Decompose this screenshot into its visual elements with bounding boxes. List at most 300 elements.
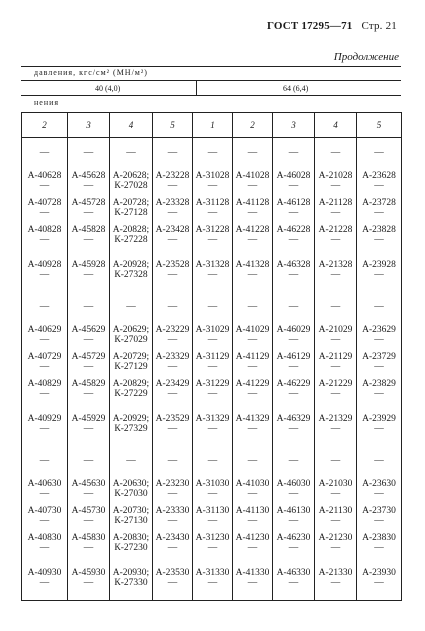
table-cell (273, 248, 315, 292)
dash-mark: — (207, 361, 218, 372)
designation-code: А-40929 (27, 414, 62, 424)
dash-mark: — (39, 234, 50, 245)
dash-mark: — (330, 180, 341, 191)
dash-mark: — (207, 234, 218, 245)
table-cell (110, 248, 153, 292)
designation-code: А-21229 (318, 378, 353, 389)
dash-mark: — (247, 361, 258, 372)
table-cell (357, 167, 402, 194)
dash-mark: — (39, 515, 50, 526)
dash-mark: — (374, 361, 384, 372)
table-row (22, 348, 402, 375)
designation-code: К-27129 (114, 361, 148, 372)
designation-code: А-46229 (276, 378, 311, 389)
designation-code: А-20829; (112, 378, 150, 389)
table-cell (233, 402, 273, 446)
table-cell (68, 248, 110, 292)
dash-mark: — (83, 578, 94, 588)
table-cell (273, 556, 315, 601)
column-header: 2 (22, 113, 68, 138)
designation-code: А-31229 (195, 378, 230, 389)
table-cell (22, 348, 68, 375)
designation-code: А-21028 (318, 170, 353, 181)
designation-code: А-23729 (362, 351, 396, 362)
designation-code: А-31230 (195, 532, 230, 543)
table-cell (233, 138, 273, 168)
dash-mark: — (126, 455, 136, 466)
table-cell (68, 402, 110, 446)
table-row (22, 402, 402, 446)
designation-code: А-20828; (112, 224, 150, 235)
dash-mark: — (330, 515, 341, 526)
dash-mark: — (247, 147, 258, 158)
dash-mark: — (288, 301, 299, 312)
dash-mark: — (126, 147, 136, 158)
designation-code: А-40828 (27, 224, 62, 235)
dash-mark: — (207, 147, 218, 158)
table-cell (193, 248, 233, 292)
table-cell (273, 529, 315, 556)
table-cell (110, 475, 153, 502)
table-cell (315, 167, 357, 194)
designation-code: А-45728 (71, 197, 106, 208)
table-cell (357, 138, 402, 168)
table-cell (273, 321, 315, 348)
table-cell (357, 321, 402, 348)
dash-mark: — (247, 388, 258, 399)
designation-code: А-21128 (318, 197, 353, 208)
dash-mark: — (167, 488, 178, 499)
designation-code: А-21030 (318, 478, 353, 489)
dash-mark: — (247, 424, 258, 434)
table-cell (357, 529, 402, 556)
dash-mark: — (83, 234, 94, 245)
designation-code: К-27030 (114, 488, 148, 499)
dash-mark: — (207, 578, 218, 588)
table-cell (233, 292, 273, 321)
table-cell (357, 375, 402, 402)
dash-mark: — (39, 455, 50, 466)
designation-code: А-31328 (195, 260, 230, 270)
dash-mark: — (39, 488, 50, 499)
designation-code: А-41128 (235, 197, 270, 208)
dash-mark: — (167, 424, 178, 434)
table-cell (110, 446, 153, 475)
designation-code: А-45829 (71, 378, 106, 389)
table-cell (233, 529, 273, 556)
dash-mark: — (330, 578, 341, 588)
table-cell (315, 556, 357, 601)
dash-mark: — (374, 488, 384, 499)
table-cell (68, 556, 110, 601)
designation-code: А-41228 (235, 224, 270, 235)
dash-mark: — (374, 234, 384, 245)
designation-code: А-31030 (195, 478, 230, 489)
page-header (267, 20, 397, 32)
table-cell (273, 446, 315, 475)
table-cell (22, 402, 68, 446)
designation-code: А-20830; (112, 532, 150, 543)
designation-code: А-23628 (362, 170, 396, 181)
table-cell (273, 167, 315, 194)
pressure-group-2: 64 (6,4) (283, 84, 309, 93)
dash-mark: — (374, 455, 384, 466)
designation-code: А-23728 (362, 197, 396, 208)
column-header-row (22, 113, 402, 138)
table-cell (193, 529, 233, 556)
table-cell (233, 348, 273, 375)
dash-mark: — (207, 270, 218, 280)
table-row (22, 194, 402, 221)
table-cell (273, 221, 315, 248)
table-cell (68, 475, 110, 502)
table-cell (110, 194, 153, 221)
designation-code: А-46330 (276, 568, 311, 578)
dash-mark: — (247, 488, 258, 499)
designation-code: А-41129 (235, 351, 270, 362)
dash-mark: — (83, 515, 94, 526)
dash-mark: — (330, 542, 341, 553)
column-header: 1 (193, 113, 233, 138)
dash-mark: — (247, 270, 258, 280)
dash-mark: — (330, 334, 341, 345)
pressure-group-1: 40 (4,0) (95, 84, 121, 93)
dash-mark: — (288, 147, 299, 158)
dash-mark: — (83, 207, 94, 218)
table-row (22, 446, 402, 475)
table-cell (22, 292, 68, 321)
table-cell (357, 248, 402, 292)
continuation-label: Продолжение (333, 51, 399, 63)
designation-code: А-45928 (71, 260, 106, 270)
designation-code: А-31128 (195, 197, 230, 208)
pressure-group-divider (196, 81, 197, 95)
dash-mark: — (288, 388, 299, 399)
table-cell (153, 502, 193, 529)
dash-mark: — (247, 515, 258, 526)
table-cell (273, 348, 315, 375)
table-cell (110, 375, 153, 402)
designation-code: А-41029 (235, 324, 270, 335)
table-cell (68, 167, 110, 194)
designation-code: А-40928 (27, 260, 62, 270)
table-cell (273, 375, 315, 402)
table-cell (22, 375, 68, 402)
table-cell (357, 402, 402, 446)
designation-code: А-46328 (276, 260, 311, 270)
table-cell (153, 321, 193, 348)
dash-mark: — (247, 301, 258, 312)
designation-code: К-27228 (114, 234, 148, 245)
designation-code: А-41329 (235, 414, 270, 424)
dash-mark: — (207, 180, 218, 191)
dash-mark: — (167, 301, 178, 312)
designation-code: А-40728 (27, 197, 62, 208)
table-cell (110, 502, 153, 529)
table-cell (153, 446, 193, 475)
designation-code: А-20728; (112, 197, 150, 208)
dash-mark: — (167, 147, 178, 158)
dash-mark: — (374, 542, 384, 553)
designation-code: А-31129 (195, 351, 230, 362)
designation-code: А-45629 (71, 324, 106, 335)
dash-mark: — (374, 147, 384, 158)
table-cell (357, 221, 402, 248)
designation-code: А-31130 (195, 505, 230, 516)
dash-mark: — (374, 388, 384, 399)
table-cell (22, 194, 68, 221)
designation-code: А-40830 (27, 532, 62, 543)
dash-mark: — (83, 455, 94, 466)
dash-mark: — (288, 578, 299, 588)
dash-mark: — (288, 488, 299, 499)
table-cell (315, 221, 357, 248)
dash-mark: — (167, 578, 178, 588)
table-cell (315, 446, 357, 475)
designation-code: А-20730; (112, 505, 150, 516)
table-row (22, 292, 402, 321)
dash-mark: — (83, 147, 94, 158)
designation-code: А-23828 (362, 224, 396, 235)
table-cell (110, 221, 153, 248)
designation-code: К-27130 (114, 515, 148, 526)
dash-mark: — (330, 147, 341, 158)
table-cell (153, 248, 193, 292)
dash-mark: — (330, 207, 341, 218)
designation-code: К-27028 (114, 180, 148, 191)
table-cell (193, 475, 233, 502)
table-cell (153, 375, 193, 402)
pressure-rule (21, 80, 401, 81)
dash-mark: — (167, 207, 178, 218)
table-cell (357, 348, 402, 375)
table-cell (22, 248, 68, 292)
dash-mark: — (288, 180, 299, 191)
dash-mark: — (207, 542, 218, 553)
dash-mark: — (167, 180, 178, 191)
table-cell (153, 138, 193, 168)
designation-code: А-46329 (276, 414, 311, 424)
designation-code: А-45630 (71, 478, 106, 489)
dash-mark: — (167, 361, 178, 372)
table-cell (153, 556, 193, 601)
dash-mark: — (247, 578, 258, 588)
dash-mark: — (374, 424, 384, 434)
table-cell (193, 446, 233, 475)
dash-mark: — (83, 180, 94, 191)
designation-code: А-40629 (27, 324, 62, 335)
table-cell (153, 475, 193, 502)
dash-mark: — (330, 270, 341, 280)
designation-code: А-23630 (362, 478, 396, 489)
column-header: 4 (110, 113, 153, 138)
designation-code: А-41030 (235, 478, 270, 489)
table-cell (22, 221, 68, 248)
dash-mark: — (207, 301, 218, 312)
table-cell (110, 292, 153, 321)
table-cell (22, 502, 68, 529)
table-cell (153, 194, 193, 221)
dash-mark: — (288, 361, 299, 372)
designation-code: А-31029 (195, 324, 230, 335)
designation-code: А-21329 (318, 414, 353, 424)
column-header: 5 (357, 113, 402, 138)
table-cell (193, 194, 233, 221)
designation-code: А-20930; (112, 568, 150, 578)
designation-code: А-20729; (112, 351, 150, 362)
designation-code: А-20629; (112, 324, 150, 335)
table-cell (233, 375, 273, 402)
table-cell (233, 167, 273, 194)
dash-mark: — (288, 455, 299, 466)
table-cell (110, 556, 153, 601)
designation-code: А-23229 (155, 324, 190, 335)
table-cell (273, 402, 315, 446)
table-cell (110, 529, 153, 556)
dash-mark: — (83, 301, 94, 312)
table-cell (193, 556, 233, 601)
table-cell (110, 138, 153, 168)
table-cell (193, 321, 233, 348)
dash-mark: — (374, 270, 384, 280)
designation-code: А-23928 (362, 260, 396, 270)
designation-code: А-20928; (112, 260, 150, 270)
designation-code: А-40829 (27, 378, 62, 389)
designation-code: А-23329 (155, 351, 190, 362)
table-cell (315, 138, 357, 168)
dash-mark: — (83, 388, 94, 399)
table-cell (315, 321, 357, 348)
designation-code: А-31329 (195, 414, 230, 424)
table-cell (357, 292, 402, 321)
table-cell (22, 475, 68, 502)
table-row (22, 138, 402, 168)
dash-mark: — (207, 515, 218, 526)
dash-mark: — (288, 334, 299, 345)
designation-code: А-23228 (155, 170, 190, 181)
column-header: 3 (273, 113, 315, 138)
dash-mark: — (39, 424, 50, 434)
table-cell (315, 375, 357, 402)
table-cell (193, 402, 233, 446)
group-rule (21, 95, 401, 96)
dash-mark: — (39, 334, 50, 345)
designation-code: А-41028 (235, 170, 270, 181)
dash-mark: — (330, 234, 341, 245)
table-cell (110, 348, 153, 375)
dash-mark: — (167, 515, 178, 526)
designation-code: А-46128 (276, 197, 311, 208)
designation-code: А-46028 (276, 170, 311, 181)
table-cell (68, 375, 110, 402)
table-cell (68, 446, 110, 475)
table-cell (315, 194, 357, 221)
table-cell (233, 221, 273, 248)
designation-code: А-46030 (276, 478, 311, 489)
table-cell (193, 167, 233, 194)
table-row (22, 556, 402, 601)
designation-code: А-46029 (276, 324, 311, 335)
dash-mark: — (247, 455, 258, 466)
designation-code: А-46228 (276, 224, 311, 235)
designation-code: А-20630; (112, 478, 150, 489)
table-cell (233, 321, 273, 348)
table-row (22, 221, 402, 248)
table-cell (315, 348, 357, 375)
table-cell (233, 248, 273, 292)
designation-code: А-45830 (71, 532, 106, 543)
designation-code: А-21328 (318, 260, 353, 270)
dash-mark: — (83, 270, 94, 280)
designation-code: А-46129 (276, 351, 311, 362)
table-cell (22, 556, 68, 601)
dash-mark: — (247, 180, 258, 191)
designation-code: А-23830 (362, 532, 396, 543)
designation-code: А-31330 (195, 568, 230, 578)
dash-mark: — (39, 207, 50, 218)
designation-code: К-27029 (114, 334, 148, 345)
designation-code: А-23730 (362, 505, 396, 516)
dash-mark: — (247, 207, 258, 218)
table-cell (153, 348, 193, 375)
dash-mark: — (83, 361, 94, 372)
table-cell (68, 138, 110, 168)
table-cell (22, 321, 68, 348)
designation-code: К-27330 (114, 578, 148, 588)
table-cell (315, 475, 357, 502)
designation-code: А-23529 (155, 414, 190, 424)
designation-code: А-31028 (195, 170, 230, 181)
designation-code: А-23929 (362, 414, 396, 424)
table-cell (273, 138, 315, 168)
dash-mark: — (374, 301, 384, 312)
designation-code: А-23530 (155, 568, 190, 578)
table-cell (193, 375, 233, 402)
dash-mark: — (39, 542, 50, 553)
dash-mark: — (167, 270, 178, 280)
table-cell (193, 221, 233, 248)
dash-mark: — (83, 424, 94, 434)
table-cell (315, 529, 357, 556)
designation-code: А-46230 (276, 532, 311, 543)
dash-mark: — (288, 542, 299, 553)
table-cell (68, 292, 110, 321)
dash-mark: — (83, 334, 94, 345)
dash-mark: — (374, 334, 384, 345)
dash-mark: — (288, 515, 299, 526)
dash-mark: — (207, 207, 218, 218)
table-cell (315, 502, 357, 529)
designation-code: А-23930 (362, 568, 396, 578)
dash-mark: — (39, 301, 50, 312)
table-cell (68, 194, 110, 221)
dash-mark: — (83, 488, 94, 499)
designation-table (21, 112, 402, 601)
dash-mark: — (207, 424, 218, 434)
designation-code: А-45929 (71, 414, 106, 424)
table-cell (233, 502, 273, 529)
dash-mark: — (330, 388, 341, 399)
dash-mark: — (330, 455, 341, 466)
designation-code: А-40628 (27, 170, 62, 181)
table-cell (315, 292, 357, 321)
table-cell (273, 475, 315, 502)
designation-code: А-41328 (235, 260, 270, 270)
dash-mark: — (374, 207, 384, 218)
table-cell (110, 321, 153, 348)
table-row (22, 375, 402, 402)
column-header: 4 (315, 113, 357, 138)
